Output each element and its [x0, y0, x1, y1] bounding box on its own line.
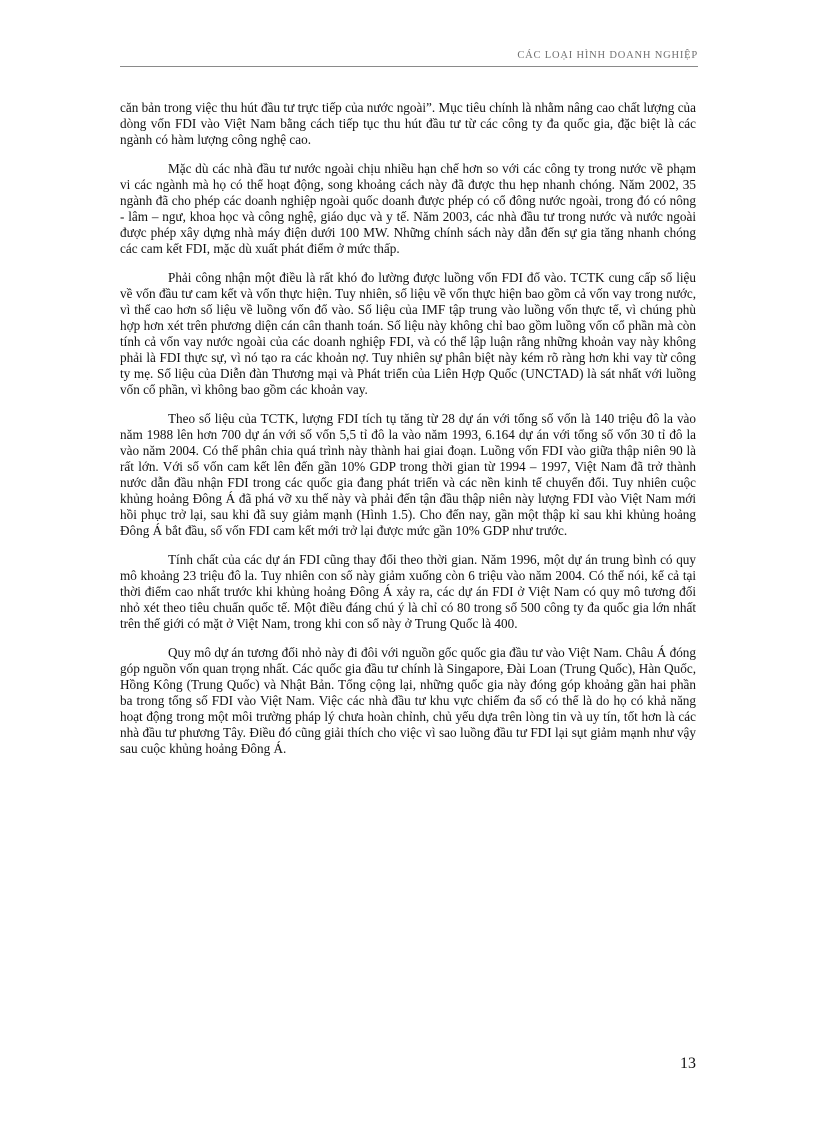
paragraph: Phải công nhận một điều là rất khó đo lường được luồng vốn FDI đổ vào. TCTK cung cấp số liệu về vốn đầu tư cam kết và vốn thực hiện. Tuy nhiên, số liệu về vốn thực hiện bao gồm cả vốn vay trong nước, vì thế cao hơn số liệu về luồng vốn đổ vào. Số liệu của IMF tập trung vào luồng vốn thực tế, vì chúng phù hợp hơn xét trên phương diện cán cân thanh toán. Số liệu này không chỉ bao gồm luồng vốn cổ phần mà còn tính cả vốn vay nước ngoài của các doanh nghiệp FDI, và có thể lập luận rằng những khoản vay này không phải là FDI thực sự, vì nó tạo ra các khoản nợ. Tuy nhiên sự phân biệt này kém rõ ràng hơn khi vay từ công ty mẹ. Số liệu của Diễn đàn Thương mại và Phát triển của Liên Hợp Quốc (UNCTAD) là sát nhất với luồng vốn cổ phần, vì không bao gồm các khoản vay. [120, 270, 696, 397]
paragraph: căn bản trong việc thu hút đầu tư trực tiếp của nước ngoài”. Mục tiêu chính là nhằm nâng cao chất lượng của dòng vốn FDI vào Việt Nam bằng cách tiếp tục thu hút đầu tư từ các công ty đa quốc gia, đặc biệt là các ngành có hàm lượng công nghệ cao. [120, 100, 696, 147]
paragraph: Tính chất của các dự án FDI cũng thay đổi theo thời gian. Năm 1996, một dự án trung bình có quy mô khoảng 23 triệu đô la. Tuy nhiên con số này giảm xuống còn 6 triệu vào năm 2004. Có thể nói, kể cả tại thời điểm cao nhất trước khi khủng hoảng Đông Á xảy ra, các dự án FDI ở Việt Nam có quy mô tương đối nhỏ xét theo tiêu chuẩn quốc tế. Một điều đáng chú ý là chỉ có 80 trong số 500 công ty đa quốc gia lớn nhất trên thế giới có mặt ở Việt Nam, trong khi con số này ở Trung Quốc là 400. [120, 552, 696, 631]
header-title: CÁC LOẠI HÌNH DOANH NGHIỆP [517, 50, 698, 61]
paragraph: Quy mô dự án tương đối nhỏ này đi đôi với nguồn gốc quốc gia đầu tư vào Việt Nam. Châu Á đóng góp nguồn vốn quan trọng nhất. Các quốc gia đầu tư chính là Singapore, Đài Loan (Trung Quốc), Hàn Quốc, Hồng Kông (Trung Quốc) và Nhật Bản. Tổng cộng lại, những quốc gia này đóng góp khoảng gần hai phần ba trong tổng số FDI vào Việt Nam. Việc các nhà đầu tư khu vực chiếm đa số có thể là do họ có khả năng hoạt động trong một môi trường pháp lý chưa hoàn chỉnh, chủ yếu dựa trên lòng tin và uy tín, tốt hơn là các nhà đầu tư phương Tây. Điều đó cũng giải thích cho việc vì sao luồng đầu tư FDI lại sụt giảm mạnh như vậy sau cuộc khủng hoảng Đông Á. [120, 645, 696, 756]
paragraph: Theo số liệu của TCTK, lượng FDI tích tụ tăng từ 28 dự án với tổng số vốn là 140 triệu đô la vào năm 1988 lên hơn 700 dự án với số vốn 5,5 tỉ đô la vào năm 1993, 6.164 dự án với tổng số vốn 30 tỉ đô la vào năm 2004. Có thể phân chia quá trình này thành hai giai đoạn. Luồng vốn FDI vào giữa thập niên 90 là rất lớn. Với số vốn cam kết lên đến gần 10% GDP trong thời gian từ 1994 – 1997, Việt Nam đã trở thành nước dẫn đầu nhận FDI trong các quốc gia đang phát triển và các nền kinh tế chuyển đổi. Tuy nhiên cuộc khủng hoảng Đông Á đã phá vỡ xu thế này và phải đến tận đầu thập niên này lượng FDI vào Việt Nam mới hồi phục trở lại, sau khi đã suy giảm mạnh (Hình 1.5). Cho đến nay, gần một thập kỉ sau khi khủng hoảng Đông Á bắt đầu, số vốn FDI cam kết mới trở lại được mức gần 10% GDP như trước. [120, 411, 696, 538]
body-text [120, 100, 696, 770]
paragraph: Mặc dù các nhà đầu tư nước ngoài chịu nhiều hạn chế hơn so với các công ty trong nước về phạm vi các ngành mà họ có thể hoạt động, song khoảng cách này đã được thu hẹp nhanh chóng. Năm 2002, 35 ngành đã cho phép các doanh nghiệp ngoài quốc doanh được phép có cổ đông nước ngoài, trong đó có nông - lâm – ngư, khoa học và công nghệ, giáo dục và y tế. Năm 2003, các nhà đầu tư trong nước và nước ngoài được phép xây dựng nhà máy điện dưới 100 MW. Những chính sách này dẫn đến sự gia tăng nhanh chóng các cam kết FDI, mặc dù xuất phát điểm ở mức thấp. [120, 161, 696, 256]
page-number: 13 [680, 1055, 696, 1072]
running-header [120, 46, 698, 67]
